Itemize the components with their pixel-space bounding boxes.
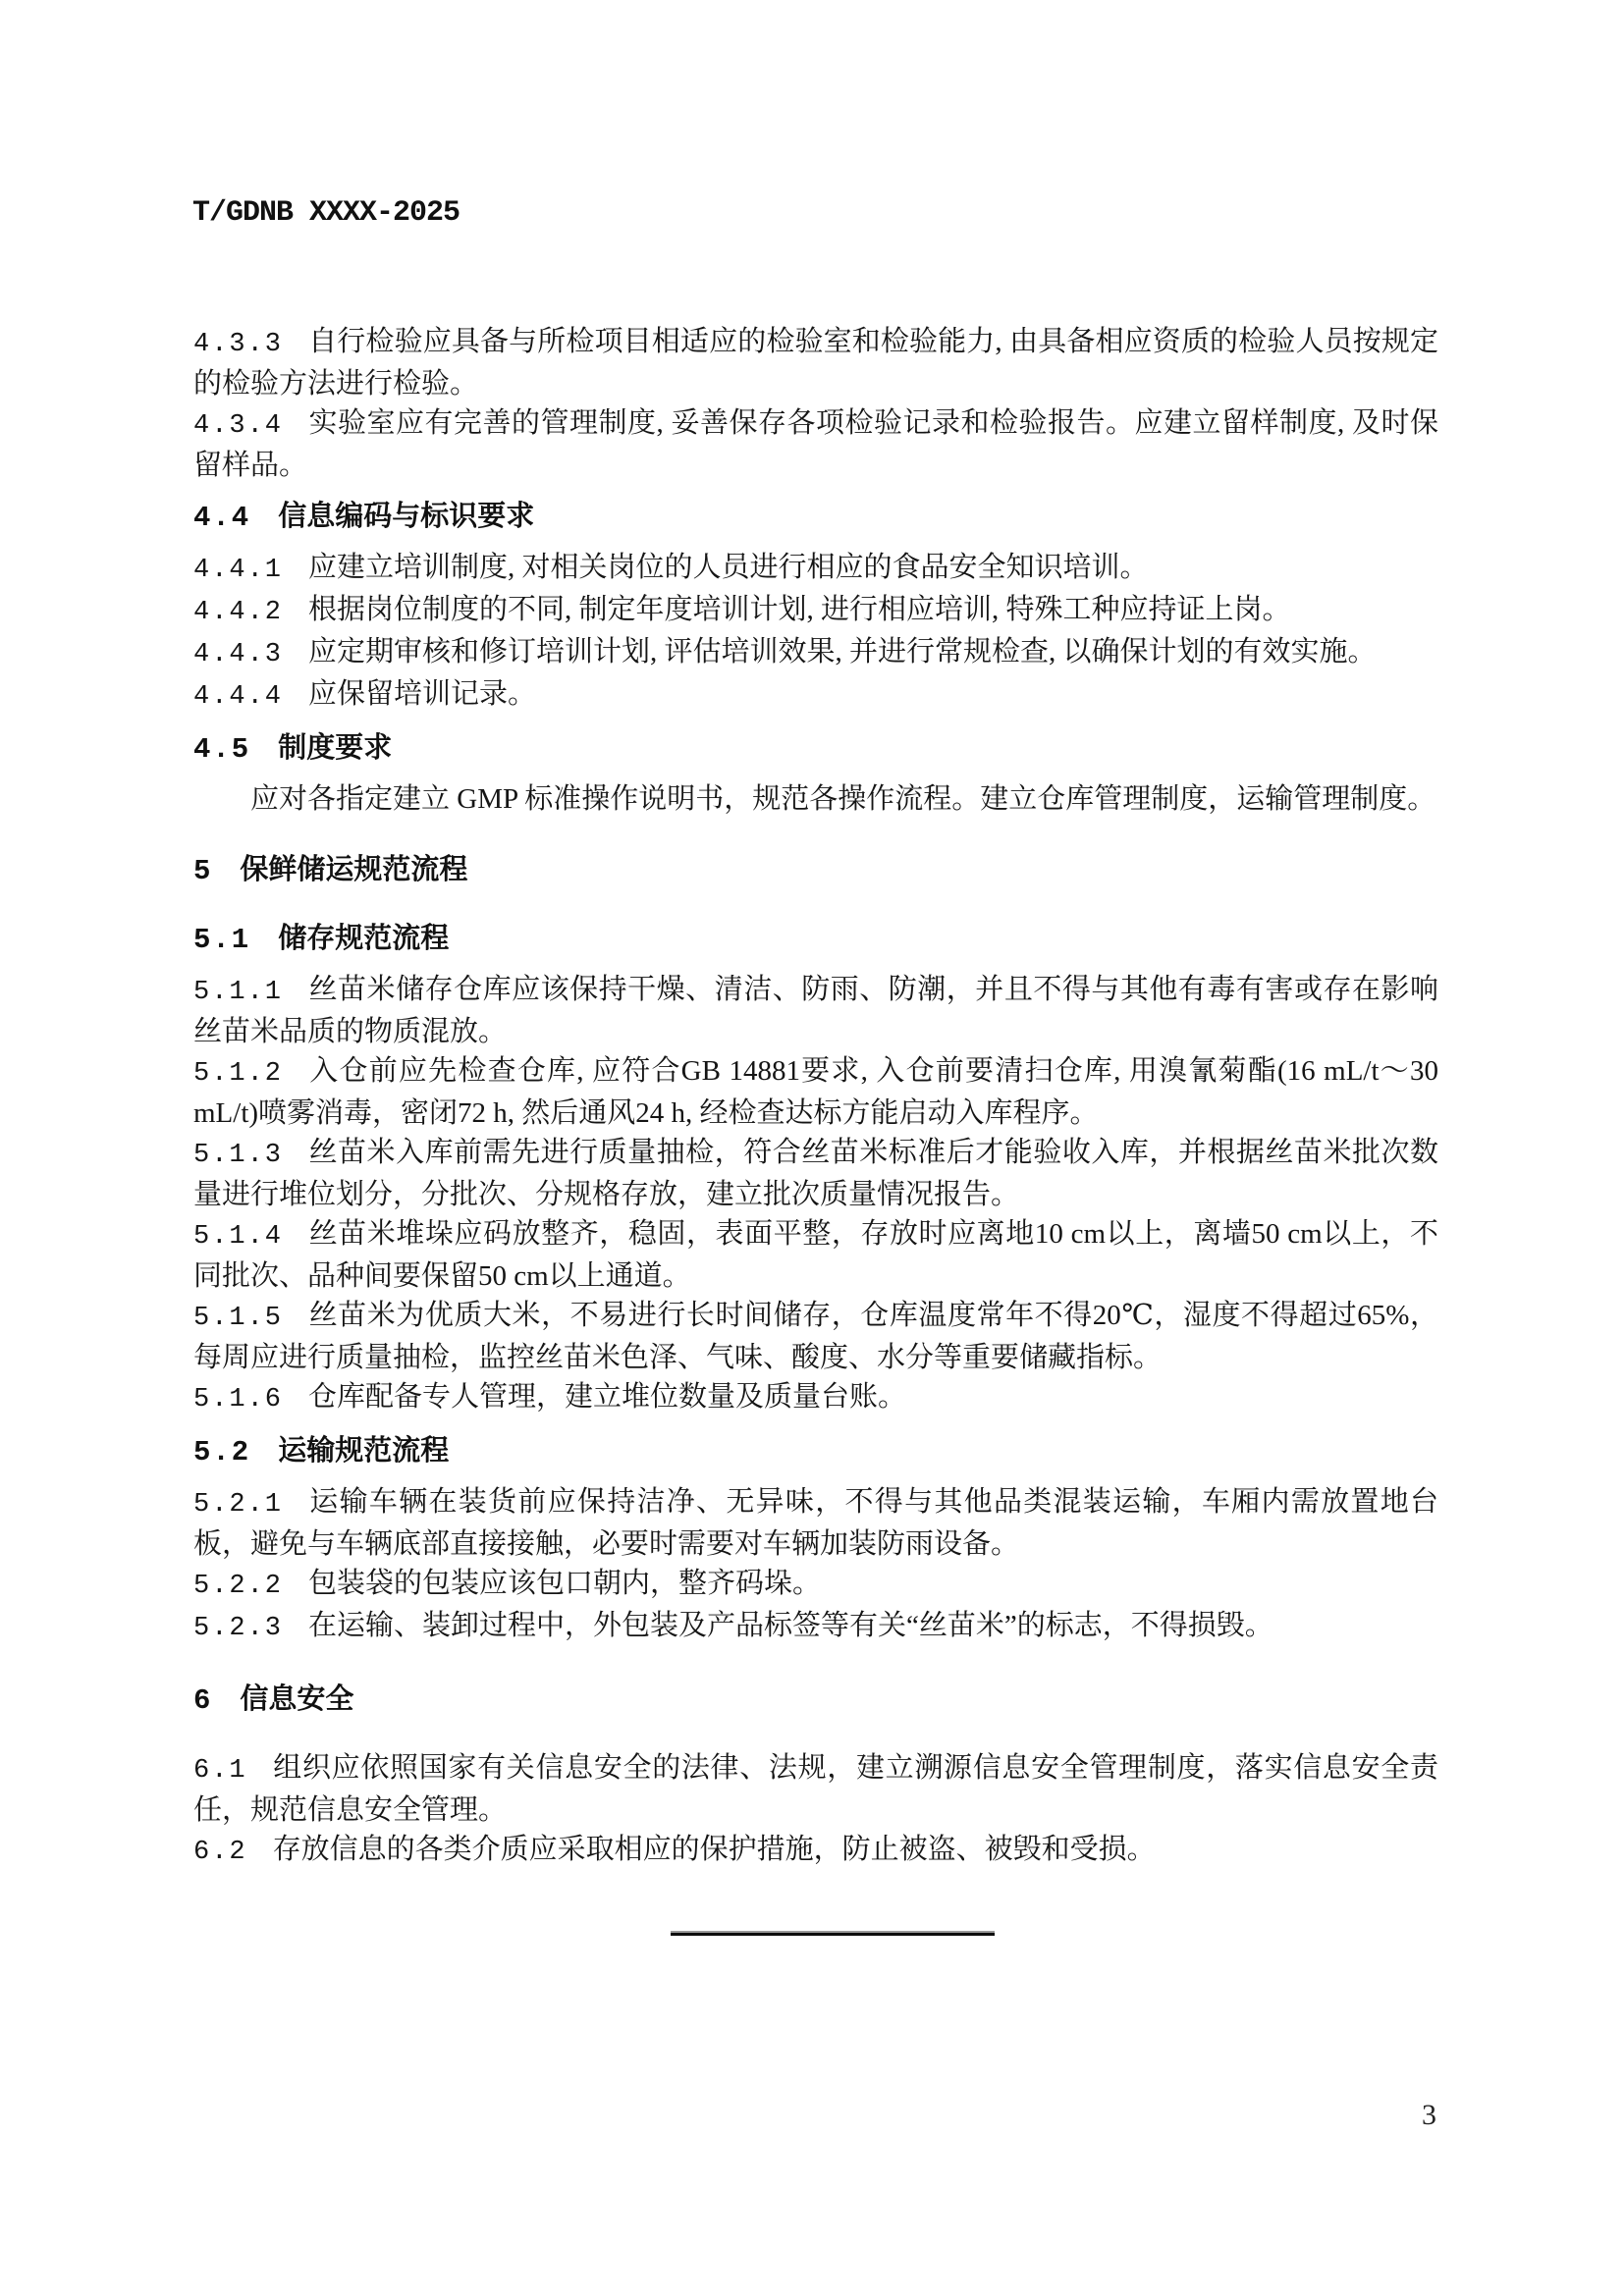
section-heading <box>193 497 1438 538</box>
clause-number: 5.1.4 <box>193 1222 284 1252</box>
clause-number: 5.1.5 <box>193 1304 284 1333</box>
clause-number: 5 <box>193 855 213 887</box>
clause-number: 4.3.4 <box>193 411 284 441</box>
section-heading <box>193 728 1438 770</box>
document-code-header: T/GDNB XXXX-2025 <box>192 196 460 230</box>
document-body <box>193 322 1438 1872</box>
clause-number: 4.4.1 <box>193 556 284 585</box>
paragraph <box>193 548 1438 590</box>
clause-number: 4.5 <box>193 733 251 766</box>
paragraph-text: 实验室应有完善的管理制度, 妥善保存各项检验记录和检验报告。应建立留样制度, 及时保留样品。 <box>193 407 1438 481</box>
paragraph <box>193 590 1438 632</box>
section-heading <box>193 1680 1438 1721</box>
heading-text: 信息安全 <box>240 1683 354 1715</box>
clause-number: 5.2.3 <box>193 1614 284 1643</box>
paragraph <box>193 1482 1438 1564</box>
section-heading <box>193 1431 1438 1472</box>
heading-text: 保鲜储运规范流程 <box>240 854 468 885</box>
clause-number: 4.4.2 <box>193 598 284 627</box>
clause-number: 5.1.1 <box>193 978 284 1007</box>
paragraph-text: 丝苗米堆垛应码放整齐，稳固，表面平整，存放时应离地10 cm以上，离墙50 cm以上，不同批次、品种间要保留50 cm以上通道。 <box>193 1218 1438 1292</box>
clause-number: 6 <box>193 1684 213 1717</box>
clause-number: 6.1 <box>193 1756 247 1786</box>
clause-number: 4.4 <box>193 502 251 534</box>
clause-number: 5.1 <box>193 924 251 956</box>
clause-number: 5.1.3 <box>193 1141 284 1170</box>
clause-number: 6.2 <box>193 1838 247 1867</box>
paragraph-text: 包装袋的包装应该包口朝内，整齐码垛。 <box>308 1568 822 1599</box>
section-heading <box>193 850 1438 891</box>
paragraph <box>193 779 1438 819</box>
paragraph-text: 仓库配备专人管理，建立堆位数量及质量台账。 <box>308 1381 907 1413</box>
paragraph-text: 应建立培训制度, 对相关岗位的人员进行相应的食品安全知识培训。 <box>308 552 1149 583</box>
paragraph-text: 运输车辆在装货前应保持洁净、无异味，不得与其他品类混装运输，车厢内需放置地台板，避免与车辆底部直接接触，必要时需要对车辆加装防雨设备。 <box>193 1486 1438 1560</box>
footer-divider-line <box>671 1933 995 1936</box>
paragraph <box>193 1748 1438 1830</box>
paragraph-text: 组织应依照国家有关信息安全的法律、法规，建立溯源信息安全管理制度，落实信息安全责任，规范信息安全管理。 <box>193 1752 1438 1826</box>
heading-text: 制度要求 <box>278 732 393 764</box>
clause-number: 5.1.2 <box>193 1059 284 1089</box>
clause-number: 5.2.1 <box>193 1490 284 1520</box>
heading-text: 运输规范流程 <box>278 1435 450 1467</box>
paragraph-text: 存放信息的各类介质应采取相应的保护措施，防止被盗、被毁和受损。 <box>272 1834 1156 1865</box>
paragraph-text: 自行检验应具备与所检项目相适应的检验室和检验能力, 由具备相应资质的检验人员按规定的检验方法进行检验。 <box>193 326 1438 400</box>
paragraph <box>193 322 1438 403</box>
paragraph-text: 应保留培训记录。 <box>308 678 537 710</box>
paragraph-text: 根据岗位制度的不同, 制定年度培训计划, 进行相应培训, 特殊工种应持证上岗。 <box>308 594 1291 625</box>
clause-number: 4.3.3 <box>193 330 284 359</box>
paragraph <box>193 1377 1438 1419</box>
paragraph <box>193 1051 1438 1133</box>
clause-number: 4.4.3 <box>193 640 284 669</box>
paragraph <box>193 970 1438 1051</box>
paragraph-text: 应对各指定建立 GMP 标准操作说明书，规范各操作流程。建立仓库管理制度，运输管理制度。 <box>250 783 1436 815</box>
paragraph-text: 入仓前应先检查仓库, 应符合GB 14881要求, 入仓前要清扫仓库, 用溴氰菊酯(16 mL/t～30 mL/t)喷雾消毒，密闭72 h, 然后通风24 h, 经检查达标方能启动入库程序。 <box>193 1055 1438 1129</box>
paragraph-text: 丝苗米入库前需先进行质量抽检，符合丝苗米标准后才能验收入库，并根据丝苗米批次数量进行堆位划分，分批次、分规格存放，建立批次质量情况报告。 <box>193 1137 1438 1210</box>
paragraph-text: 丝苗米为优质大米，不易进行长时间储存，仓库温度常年不得20℃，湿度不得超过65%，每周应进行质量抽检，监控丝苗米色泽、气味、酸度、水分等重要储藏指标。 <box>193 1300 1438 1373</box>
clause-number: 5.2 <box>193 1436 251 1468</box>
heading-text: 信息编码与标识要求 <box>278 501 535 532</box>
paragraph-text: 丝苗米储存仓库应该保持干燥、清洁、防雨、防潮，并且不得与其他有毒有害或存在影响丝苗米品质的物质混放。 <box>193 974 1438 1047</box>
heading-text: 储存规范流程 <box>278 923 450 954</box>
paragraph <box>193 674 1438 717</box>
clause-number: 5.1.6 <box>193 1385 284 1415</box>
paragraph <box>193 1296 1438 1377</box>
clause-number: 4.4.4 <box>193 682 284 712</box>
clause-number: 5.2.2 <box>193 1572 284 1601</box>
paragraph-text: 在运输、装卸过程中，外包装及产品标签等有关“丝苗米”的标志，不得损毁。 <box>308 1610 1273 1641</box>
paragraph <box>193 1830 1438 1872</box>
paragraph <box>193 1133 1438 1214</box>
paragraph <box>193 1214 1438 1296</box>
page-number: 3 <box>1422 2099 1436 2131</box>
paragraph <box>193 632 1438 674</box>
paragraph <box>193 1564 1438 1606</box>
paragraph <box>193 403 1438 485</box>
paragraph <box>193 1606 1438 1648</box>
paragraph-text: 应定期审核和修订培训计划, 评估培训效果, 并进行常规检查, 以确保计划的有效实施。 <box>308 636 1377 667</box>
section-heading <box>193 919 1438 960</box>
